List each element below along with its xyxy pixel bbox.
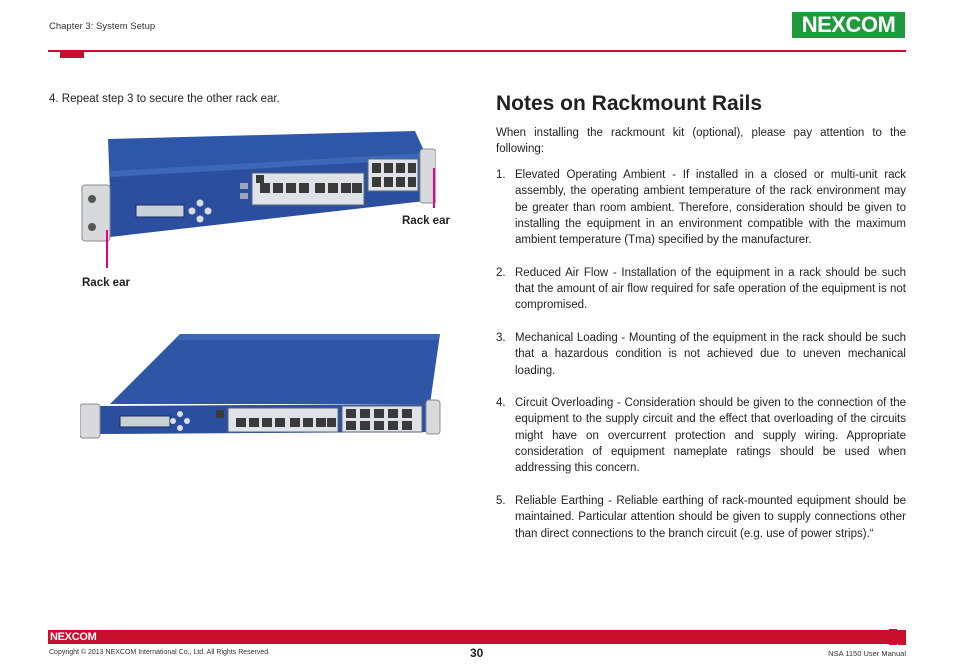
list-item	[496, 265, 906, 314]
list-item-text: Reduced Air Flow - Installation of the equipment in a rack should be such that the amount of air flow required for safe operation of the equipment is not compromised.	[515, 266, 906, 312]
list-item-text: Elevated Operating Ambient - If installed in a closed or multi-unit rack assembly, the operating ambient temperature of the rack environment may be greater than room ambient. Therefore, consideration should be given to installing the equipment in an environment compatible with the maximum ambient temperature (Tma) specified by the manufacturer.	[515, 169, 906, 247]
manual-title: NSA 1150 User Manual	[828, 649, 906, 658]
rack-ear-pointer-right	[433, 168, 435, 208]
list-item-number: 3.	[496, 331, 506, 344]
list-item-text: Reliable Earthing - Reliable earthing of rack-mounted equipment should be maintained. Particular attention should be given to supply connections other than direct connections to the branch circuit (e.g. use of power strips).“	[515, 494, 906, 540]
copyright-text: Copyright © 2013 NEXCOM International Co., Ltd. All Rights Reserved.	[49, 649, 271, 656]
rack-ear-label-left: Rack ear	[82, 277, 130, 289]
header-tab-marker	[60, 50, 84, 58]
rack-ear-pointer-left	[106, 230, 108, 268]
section-heading: Notes on Rackmount Rails	[496, 92, 763, 115]
list-item	[496, 167, 906, 248]
appliance-front-image	[80, 131, 436, 245]
list-item-text: Mechanical Loading - Mounting of the equipment in the rack should be such that a hazardous condition is not achieved due to uneven mechanical loading.	[515, 331, 906, 377]
list-item-number: 1.	[496, 169, 506, 181]
list-item-number: 5.	[496, 494, 506, 507]
footer-squares-icon	[889, 629, 906, 645]
intro-paragraph: When installing the rackmount kit (optional), please pay attention to the following:	[496, 127, 906, 156]
list-item-text: Circuit Overloading - Consideration should be given to the connection of the equipment to the supply circuit and the effect that overloading of the circuits might have on overcurrent protection and supply wiring. Appropriate consideration of equipment nameplate ratings should be used when addressing this concern.	[515, 397, 906, 475]
notes-list	[496, 167, 906, 558]
list-item	[496, 330, 906, 379]
nexcom-logo	[791, 11, 906, 39]
page-number: 30	[470, 646, 484, 660]
list-item	[496, 395, 906, 476]
list-item-number: 2.	[496, 266, 506, 279]
list-item	[496, 493, 906, 542]
rack-ear-label-right: Rack ear	[402, 215, 450, 227]
step-4-text: 4. Repeat step 3 to secure the other rack ear.	[49, 93, 280, 105]
logo-text: NEXCOM	[801, 12, 896, 37]
header-rule	[48, 50, 906, 52]
footer-bar	[48, 630, 906, 644]
chapter-title: Chapter 3: System Setup	[49, 21, 156, 32]
appliance-angled-image	[80, 334, 442, 442]
footer-logo: NEXCOM	[50, 631, 97, 643]
list-item-number: 4.	[496, 397, 506, 410]
